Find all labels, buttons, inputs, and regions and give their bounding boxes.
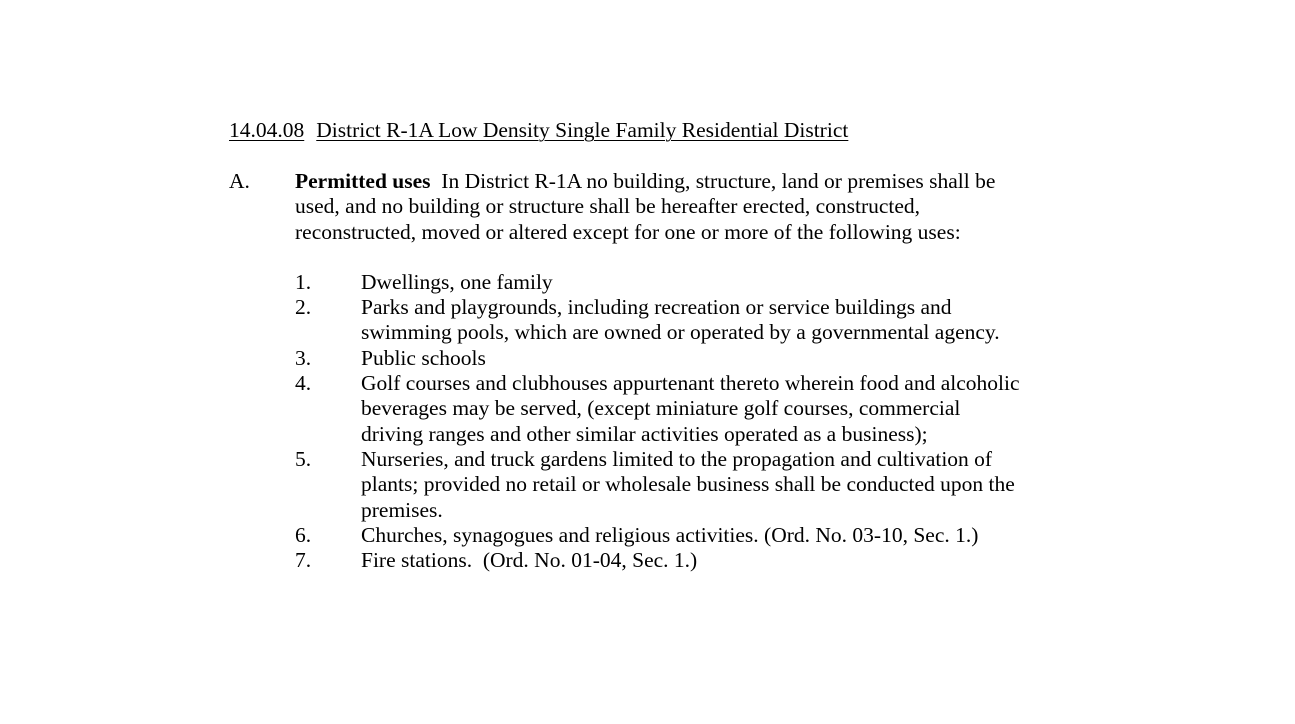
list-item (295, 548, 1021, 573)
list-item (295, 447, 1021, 523)
subsection-intro: In District R-1A no building, structure, land or premises shall be used, and no building or structure shall be hereafter erected, constructed, reconstructed, moved or altered except for one or more of the following uses: (295, 169, 996, 244)
list-item (295, 270, 1021, 295)
permitted-uses-list (295, 269, 1020, 574)
list-item-text: Fire stations. (Ord. No. 01-04, Sec. 1.) (361, 548, 698, 573)
list-item-text: Dwellings, one family (361, 269, 553, 294)
list-item-text: Public schools (361, 345, 486, 370)
section-number: 14.04.08 (229, 118, 305, 142)
subsection-a (229, 169, 1020, 573)
list-item-text: Golf courses and clubhouses appurtenant thereto wherein food and alcoholic beverages may be served, (except miniature golf courses, commercial driving ranges and other similar activities operated as a business); (361, 371, 1020, 446)
subsection-intro-paragraph (295, 169, 1015, 245)
list-item (295, 346, 1021, 371)
list-item (295, 523, 1021, 548)
list-item-number: 2. (295, 295, 312, 320)
section-heading (229, 118, 1029, 148)
list-item-number: 7. (295, 548, 312, 573)
list-item-number: 4. (295, 371, 312, 396)
list-item-number: 1. (295, 269, 312, 294)
subsection-marker: A. (229, 169, 250, 193)
list-item-number: 3. (295, 345, 312, 370)
subsection-label: Permitted uses (295, 169, 431, 193)
list-item-number: 5. (295, 446, 312, 471)
list-item-text: Churches, synagogues and religious activities. (Ord. No. 03-10, Sec. 1.) (361, 522, 979, 547)
document-body (229, 118, 1029, 573)
list-item (295, 371, 1021, 447)
list-item-text: Nurseries, and truck gardens limited to the propagation and cultivation of plants; provided no retail or wholesale business shall be conducted upon the premises. (361, 446, 1015, 522)
list-item-text: Parks and playgrounds, including recreation or service buildings and swimming pools, which are owned or operated by a governmental agency. (361, 295, 1000, 345)
list-item (295, 295, 1021, 346)
list-item-number: 6. (295, 522, 312, 547)
section-title: District R-1A Low Density Single Family Residential District (316, 118, 849, 142)
